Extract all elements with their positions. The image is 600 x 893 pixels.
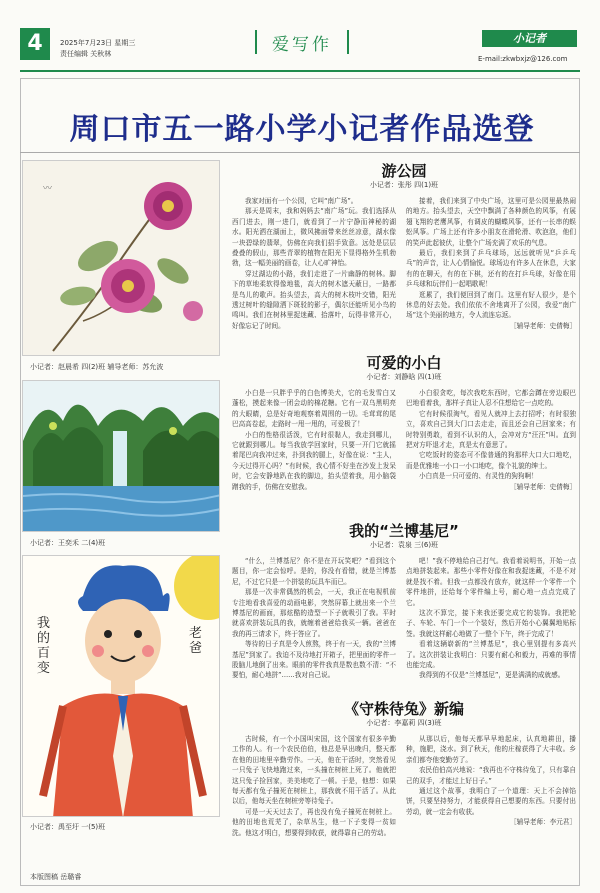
image-caption-3: 小记者：禹至圩 一(5)班 — [30, 823, 106, 831]
article-paragraph: 看着这辆崭新的“兰博基尼”，我心里别提有多高兴了。这次拼装让我明白：只要有耐心和毅力，再难的事情也能完成。 — [406, 640, 576, 670]
drawing-text-left: 我的百变 — [37, 616, 51, 676]
article-title-2: 可爱的小白 — [366, 354, 442, 372]
article-paragraph: 古时候，有一个小国叫宋国，这个国家有很多辛勤工作的人。有一个农民伯伯，他总是早出晚归，整天都在他的田地里辛勤劳作。一天，他在干活时，突然看见一只兔子飞快地跑过来，一头撞在树桩上死了。他就把这只兔子捡回家，美美地吃了一顿。于是，他想：如果每天都有兔子撞死在树桩上，那我就不用干活了。从此以后，他每天坐在树桩旁等待兔子。 — [232, 735, 396, 806]
advisor-credit: ［辅导老师：李元君］ — [510, 818, 576, 827]
article-3-right-column — [406, 556, 576, 690]
section-divider-right — [347, 30, 349, 54]
article-1-right-column — [406, 196, 576, 344]
article-paragraph: 我得到的不仅是“兰博基尼”，更是满满的成就感。 — [419, 671, 565, 680]
page-footer: 本版图稿 岳璐睿 — [30, 873, 82, 881]
article-4-right-column — [406, 734, 576, 880]
drawing-text-right: 老爸 — [189, 626, 203, 656]
article-paragraph: 那天是周末，我和妈妈去“南广场”玩。我们选择从西门进去，刚一进门，就看到了一片宁静而神秘的湖水。阳光洒在湖面上，微风拂面带来丝丝凉意，湖水像一块碧绿的翡翠，仿佛在向我们招手致意。远处是层层叠叠的假山，那些青翠的植物在阳光下显得格外生机勃勃，这一幅美丽的画卷，让人心旷神怡。 — [232, 207, 396, 268]
article-paragraph: 等待的日子真是令人煎熬，终于有一天，我的“兰博基尼”到家了。我迫不及待地打开箱子，把里面的零件一股脑儿地倒了出来。眼前的零件我真是数也数不清：“不要怕，耐心地拼”……我对自己说。 — [232, 640, 396, 680]
article-paragraph: 最后，我们来到了乒乓球场，远远就听见“乒乒乓乓”的声音，让人心情愉悦。球场边有许多人在休息，大家有的在聊天，有的在下棋，还有的在打乒乓球，好像在用乒乓球和玩伴们一起唱歌呢！ — [406, 249, 576, 289]
article-paragraph: 小白的性格很活泼，它有时很黏人，我走到哪儿，它就跟到哪儿。每当我放学回家时，只要一开门它就摇着尾巴向我冲过来，扑到我的腿上，好像在说：“主人，今天过得开心吗？”有时候，我心情不好坐在沙发上发呆时，它会安静地趴在我的脚边，抬头望着我，用小脑袋蹭我的手，仿佛在安慰我。 — [232, 430, 396, 491]
article-paragraph: 它有时候很淘气，看见人就冲上去打招呼；有时很独立，喜欢自己到大门口去走走，而且还会自己回家来；有时特别勇敢，看到不认识的人，会冲对方“汪汪”叫。直到把对方吓退才走，真是太有意思了。 — [406, 409, 576, 450]
peony-painting — [22, 160, 220, 356]
article-byline-4: 小记者：李嘉莉 四(3)班 — [366, 719, 442, 727]
article-paragraph: 它吃饭时的姿态可不像普通的狗那样大口大口地吃，而是优雅地一小口一小口地吃，像个礼貌的绅士。 — [406, 451, 576, 470]
section-title: 爱写作 — [272, 35, 332, 55]
landscape-painting — [22, 380, 220, 532]
article-paragraph: 小白真是一只可爱的、有灵性的狗狗啊！ — [419, 472, 538, 481]
advisor-credit: ［辅导老师：史倩梅］ — [510, 482, 576, 491]
article-paragraph: 我家对面有一个公园，它叫“南广场”。 — [245, 197, 358, 205]
article-3-left-column — [232, 556, 396, 690]
article-paragraph: 接着，我们来到了中央广场，这里可是公园里最热闹的地方。抬头望去，天空中飘满了各种颜色的风筝，有展翅飞翔的老鹰风筝，有调皮的蝴蝶风筝，还有一长串的蜈蚣风筝。广场上还有许多小朋友在滑轮滑、吹泡泡，他们的笑声此起彼伏，让整个广场充满了欢乐的气息。 — [406, 197, 576, 247]
article-byline-2: 小记者：刘静晗 四(1)班 — [366, 373, 442, 381]
date-line: 2025年7月23日 星期三 — [60, 39, 136, 47]
article-2-left-column — [232, 388, 396, 512]
article-paragraph: 逛累了，我们便回到了南门。这里有好人很少，是个休息的好去处。我们依依不舍地离开了公园，我爱“南广场”这个美丽的地方，令人流连忘返。 — [406, 290, 576, 320]
article-title-4: 《守株待兔》新编 — [343, 700, 464, 718]
article-title-1: 游公园 — [381, 162, 427, 180]
header-info — [60, 38, 135, 60]
title-rule — [20, 152, 580, 153]
main-title: 周口市五一路小学小记者作品选登 — [69, 112, 535, 147]
article-4-left-column — [232, 734, 396, 880]
article-paragraph: 吧！”我不停地给自己打气。我看着说明书，开始一点点地拼装起来。那些小零件好像在和我捉迷藏，不是不对就是找不着。但我一点都没有放弃，就这样一个零件一个零件地拼，还给每个零件编上号，耐心地一点点完成了它。 — [406, 557, 576, 607]
article-paragraph: 可是一天天过去了，再也没有兔子撞死在树桩上。他的田地也荒芜了，杂草丛生，他一下子变得一贫如洗。他这才明白，想要得到收获，就得靠自己的劳动。 — [232, 807, 396, 837]
image-caption-1: 小记者：赵晨希 四(2)班 辅导老师：苏允波 — [30, 363, 164, 371]
article-paragraph: 通过这个故事，我明白了一个道理：天上不会掉馅饼，只要坚持努力，才能获得自己想要的东西。只要付出劳动，就一定会有收获。 — [406, 787, 576, 816]
advisor-credit: ［辅导老师：史倩梅］ — [510, 321, 576, 330]
article-paragraph: 小白是一只胖乎乎的白色博美犬，它的毛发雪白又蓬松，摸起来像一团会动的棉花糖。它有一双乌黑明亮的大眼睛，总是好奇地观察着周围的一切。毛茸茸的尾巴高高卷起，走路时一甩一甩的，可爱极了！ — [232, 389, 396, 429]
section-divider-left — [255, 30, 257, 54]
article-paragraph: “什么，兰博基尼？你不是在开玩笑吧？”看到这个题目，你一定会惊呼。是的，你没有看错，就是兰博基尼，不过它只是一个拼装的玩具车而已。 — [232, 557, 396, 586]
article-paragraph: 这次不算完，接下来我还要完成它的装饰。我把轮子、车轮、车门一个一个装好，然后开始小心翼翼地贴标签。我就这样耐心地做了一整个下午，终于完成了！ — [406, 609, 576, 638]
article-paragraph: 那是一次非常偶然的机会，一天，我正在电视机前专注地看我喜爱的动画电影，突然屏幕上就出来一个兰博基尼的画面，那炫酷的造型一下子就吸引了我。平时就喜欢拼装玩具的我，就缠着爸爸给我买一辆。爸爸在我的再三请求下，终于答应了。 — [232, 588, 396, 638]
article-byline-1: 小记者：张彤 四(1)班 — [369, 181, 439, 189]
image-caption-2: 小记者：王奕禾 二(4)班 — [30, 539, 106, 547]
dad-portrait-drawing — [22, 555, 220, 817]
article-byline-3: 小记者：袁泉 三(6)班 — [369, 541, 439, 549]
article-paragraph: 穿过湖边的小路，我们走进了一片幽静的树林。脚下的草地柔软得像地毯，高大的树木遮天蔽日，一路都是鸟儿的歌声。抬头望去，高大的树木枝叶交错，阳光透过树叶的缝隙洒下斑驳的影子，偶尔还能听见小鸟的鸣叫。我们在树林里捉迷藏、拾落叶，玩得非常开心，好像忘记了时间。 — [232, 269, 396, 330]
brand-logo: 小记者 — [482, 30, 577, 47]
article-1-left-column — [232, 196, 396, 344]
article-2-right-column — [406, 388, 576, 512]
article-paragraph: 小白很贪吃，每次我吃东西时，它都会蹲在旁边眼巴巴地看着我，那样子真让人忍不住想给它一点吃的。 — [406, 389, 576, 408]
header-rule — [20, 70, 580, 72]
svg-text:〰: 〰 — [43, 184, 53, 194]
page-number: 4 — [20, 28, 50, 60]
article-paragraph: 农民伯伯高兴地说：“我再也不守株待兔了，只有靠自己的双手，才能过上好日子。” — [406, 766, 576, 785]
email-address: E-mail:zkwbxjz@126.com — [478, 55, 568, 63]
editor-line: 责任编辑 关秋林 — [60, 50, 112, 58]
article-paragraph: 从那以后，他每天都早早地起床，认真地耕田，播种，施肥，浇水。到了秋天，他的庄稼获得了大丰收。乡亲们都夸他变勤劳了。 — [406, 735, 576, 764]
page-header — [0, 0, 600, 80]
article-title-3: 我的“兰博基尼” — [349, 522, 459, 540]
